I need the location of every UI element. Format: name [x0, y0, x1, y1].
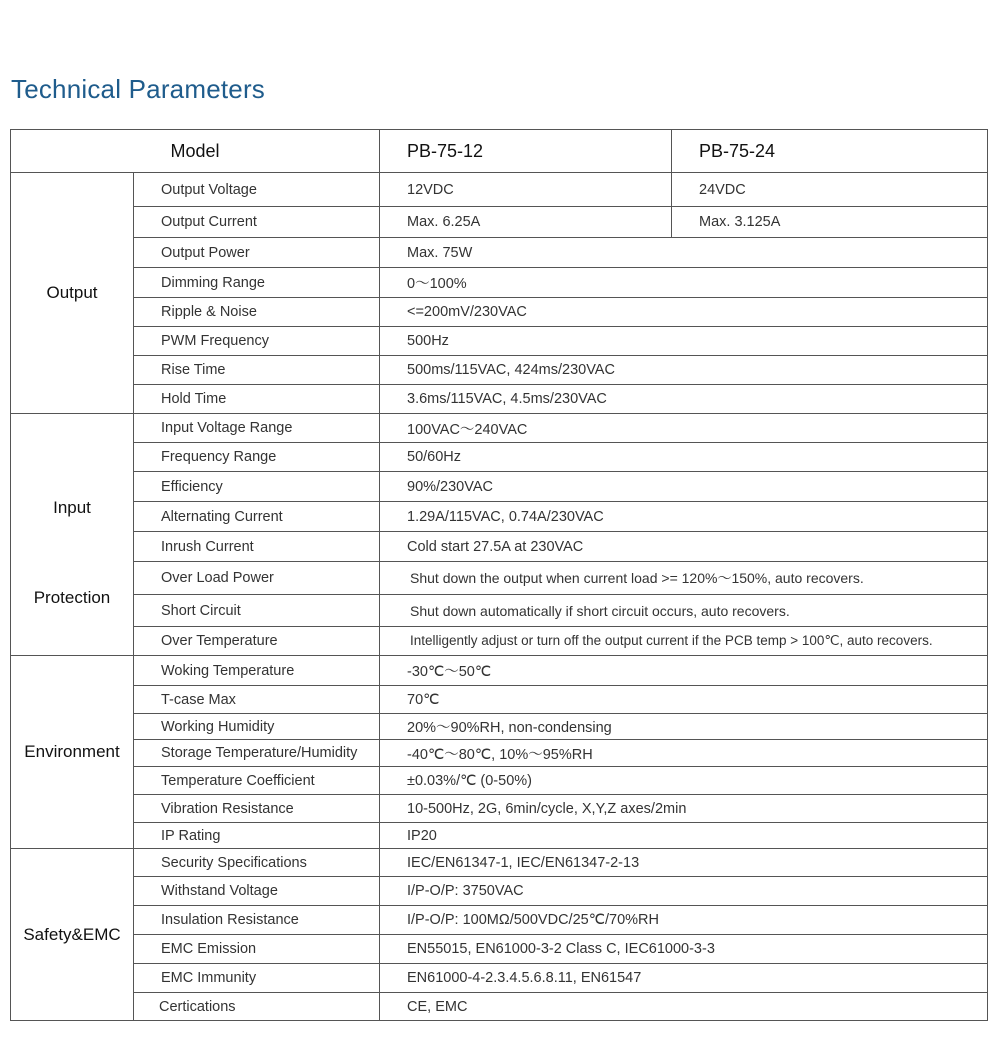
row-label: Frequency Range: [134, 443, 380, 472]
row-label: Over Load Power: [134, 562, 380, 595]
group-input-protection: [11, 414, 134, 656]
row-value: 0～100%: [380, 268, 988, 298]
row-value: 500Hz: [380, 327, 988, 356]
table-row: [11, 356, 988, 385]
table-row: [11, 595, 988, 627]
table-row: [11, 562, 988, 595]
row-value: Max. 75W: [380, 238, 988, 268]
model-pb-75-24: PB-75-24: [672, 130, 988, 173]
row-label: Rise Time: [134, 356, 380, 385]
row-label: Output Power: [134, 238, 380, 268]
row-value: 1.29A/115VAC, 0.74A/230VAC: [380, 502, 988, 532]
row-label: Security Specifications: [134, 849, 380, 877]
row-value: 24VDC: [672, 173, 988, 207]
row-value: Cold start 27.5A at 230VAC: [380, 532, 988, 562]
row-value: 50/60Hz: [380, 443, 988, 472]
table-row: [11, 532, 988, 562]
row-value: Max. 6.25A: [380, 207, 672, 238]
row-label: Vibration Resistance: [134, 795, 380, 823]
row-value: I/P-O/P: 3750VAC: [380, 877, 988, 906]
table-row: [11, 993, 988, 1021]
table-header-row: [11, 130, 988, 173]
row-value: 10-500Hz, 2G, 6min/cycle, X,Y,Z axes/2min: [380, 795, 988, 823]
table-row: [11, 385, 988, 414]
row-value: CE, EMC: [380, 993, 988, 1021]
row-label: EMC Immunity: [134, 964, 380, 993]
row-value: IP20: [380, 823, 988, 849]
table-row: [11, 964, 988, 993]
table-row: [11, 656, 988, 686]
table-row: [11, 849, 988, 877]
row-value: <=200mV/230VAC: [380, 298, 988, 327]
table-row: [11, 877, 988, 906]
spec-table: [10, 129, 988, 1021]
group-protection: Protection: [33, 587, 111, 607]
row-label: Inrush Current: [134, 532, 380, 562]
table-row: [11, 714, 988, 740]
row-value: Intelligently adjust or turn off the output current if the PCB temp > 100℃, auto recovers.: [380, 627, 988, 656]
row-label: Input Voltage Range: [134, 414, 380, 443]
row-label: Hold Time: [134, 385, 380, 414]
row-label: Efficiency: [134, 472, 380, 502]
row-value: I/P-O/P: 100MΩ/500VDC/25℃/70%RH: [380, 906, 988, 935]
table-row: [11, 935, 988, 964]
table-row: [11, 414, 988, 443]
row-label: Withstand Voltage: [134, 877, 380, 906]
table-row: [11, 207, 988, 238]
row-value: IEC/EN61347-1, IEC/EN61347-2-13: [380, 849, 988, 877]
table-row: [11, 443, 988, 472]
table-row: [11, 686, 988, 714]
row-label: Woking Temperature: [134, 656, 380, 686]
row-label: PWM Frequency: [134, 327, 380, 356]
row-value: -30℃～50℃: [380, 656, 988, 686]
row-value: Shut down automatically if short circuit occurs, auto recovers.: [380, 595, 988, 627]
table-row: [11, 795, 988, 823]
row-value: Shut down the output when current load >= 120%～150%, auto recovers.: [380, 562, 988, 595]
row-label: Ripple & Noise: [134, 298, 380, 327]
row-label: Over Temperature: [134, 627, 380, 656]
row-label: Insulation Resistance: [134, 906, 380, 935]
row-value: Max. 3.125A: [672, 207, 988, 238]
table-row: [11, 627, 988, 656]
table-row: [11, 823, 988, 849]
model-header: Model: [11, 130, 380, 173]
page-title: Technical Parameters: [11, 74, 265, 104]
table-row: [11, 740, 988, 767]
table-row: [11, 327, 988, 356]
row-value: 70℃: [380, 686, 988, 714]
row-value: 3.6ms/115VAC, 4.5ms/230VAC: [380, 385, 988, 414]
row-label: Short Circuit: [134, 595, 380, 627]
table-row: [11, 502, 988, 532]
row-label: IP Rating: [134, 823, 380, 849]
table-row: [11, 268, 988, 298]
table-row: [11, 238, 988, 268]
group-environment: Environment: [11, 656, 134, 849]
row-value: 500ms/115VAC, 424ms/230VAC: [380, 356, 988, 385]
row-value: ±0.03%/℃ (0-50%): [380, 767, 988, 795]
row-value: -40℃～80℃, 10%～95%RH: [380, 740, 988, 767]
row-label: Temperature Coefficient: [134, 767, 380, 795]
row-label: EMC Emission: [134, 935, 380, 964]
table-row: [11, 298, 988, 327]
group-output: Output: [11, 173, 134, 414]
row-label: Alternating Current: [134, 502, 380, 532]
row-value: 12VDC: [380, 173, 672, 207]
row-label: Certications: [134, 993, 380, 1021]
table-row: [11, 767, 988, 795]
row-label: Storage Temperature/Humidity: [134, 740, 380, 767]
row-label: Working Humidity: [134, 714, 380, 740]
table-row: [11, 472, 988, 502]
row-label: Output Current: [134, 207, 380, 238]
group-input: Input: [53, 497, 91, 517]
row-value: EN55015, EN61000-3-2 Class C, IEC61000-3-3: [380, 935, 988, 964]
row-value: EN61000-4-2.3.4.5.6.8.11, EN61547: [380, 964, 988, 993]
row-value: 20%～90%RH, non-condensing: [380, 714, 988, 740]
row-value: 90%/230VAC: [380, 472, 988, 502]
model-pb-75-12: PB-75-12: [380, 130, 672, 173]
row-label: T-case Max: [134, 686, 380, 714]
row-label: Dimming Range: [134, 268, 380, 298]
group-safety-emc: Safety&EMC: [11, 849, 134, 1021]
row-value: 100VAC～240VAC: [380, 414, 988, 443]
table-row: [11, 173, 988, 207]
table-row: [11, 906, 988, 935]
row-label: Output Voltage: [134, 173, 380, 207]
